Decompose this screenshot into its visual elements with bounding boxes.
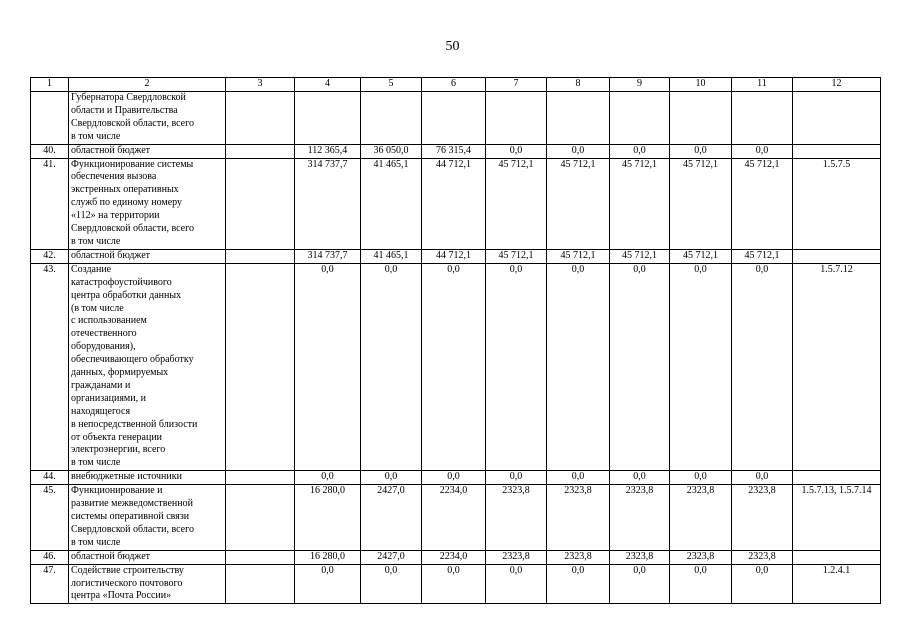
cell-col-6: 44 712,1 — [422, 249, 486, 263]
cell-col-9: 45 712,1 — [610, 158, 670, 249]
cell-col-11: 0,0 — [732, 144, 793, 158]
cell-col-8 — [547, 92, 610, 145]
table-row — [31, 550, 881, 564]
cell-col-7: 45 712,1 — [486, 158, 547, 249]
cell-col-11: 45 712,1 — [732, 158, 793, 249]
column-header-12: 12 — [793, 78, 881, 92]
row-name — [69, 550, 226, 564]
cell-col-7: 2323,8 — [486, 550, 547, 564]
header-row — [31, 78, 881, 92]
cell-col-9: 0,0 — [610, 564, 670, 604]
row-number: 42. — [31, 249, 69, 263]
cell-col-10: 2323,8 — [670, 550, 732, 564]
row-number — [31, 92, 69, 145]
cell-col-8: 2323,8 — [547, 485, 610, 551]
row-name-line: Создание — [71, 263, 112, 275]
page-number: 50 — [445, 39, 460, 54]
cell-col-6: 0,0 — [422, 263, 486, 471]
cell-col-12 — [793, 144, 881, 158]
cell-col-11 — [732, 92, 793, 145]
row-name-line: гражданами и — [71, 379, 131, 391]
cell-col-12: 1.2.4.1 — [793, 564, 881, 604]
column-header-2: 2 — [69, 78, 226, 92]
cell-col-3 — [226, 144, 295, 158]
row-name-line: центра обработки данных — [71, 289, 182, 301]
column-header-6: 6 — [422, 78, 486, 92]
cell-col-11: 2323,8 — [732, 550, 793, 564]
row-name-line: в том числе — [71, 536, 121, 548]
row-name-line: служб по единому номеру — [71, 197, 183, 209]
row-name-line: Функционирование системы — [71, 158, 194, 170]
column-header-11: 11 — [732, 78, 793, 92]
column-header-3: 3 — [226, 78, 295, 92]
row-name-line: областной бюджет — [71, 249, 151, 261]
row-name-line: обеспечивающего обработку — [71, 354, 194, 366]
cell-col-4: 314 737,7 — [295, 249, 361, 263]
cell-col-4: 16 280,0 — [295, 550, 361, 564]
cell-col-8: 45 712,1 — [547, 158, 610, 249]
column-header-5: 5 — [361, 78, 422, 92]
row-name-line: данных, формируемых — [71, 367, 169, 379]
cell-col-5: 2427,0 — [361, 550, 422, 564]
cell-col-10: 0,0 — [670, 564, 732, 604]
row-name-line: экстренных оперативных — [71, 184, 179, 196]
cell-col-3 — [226, 471, 295, 485]
row-name-line: логистического почтового — [71, 577, 183, 589]
cell-col-8: 0,0 — [547, 144, 610, 158]
row-number: 46. — [31, 550, 69, 564]
cell-col-11: 0,0 — [732, 263, 793, 471]
row-name-line: внебюджетные источники — [71, 471, 182, 483]
row-number: 41. — [31, 158, 69, 249]
row-name-line: электроэнергии, всего — [71, 444, 166, 456]
cell-col-9: 0,0 — [610, 144, 670, 158]
cell-col-7: 2323,8 — [486, 485, 547, 551]
cell-col-5: 0,0 — [361, 564, 422, 604]
row-name — [69, 263, 226, 471]
cell-col-3 — [226, 550, 295, 564]
row-name-line: системы оперативной связи — [71, 511, 190, 522]
row-name-line: областной бюджет — [71, 550, 151, 562]
cell-col-12: 1.5.7.12 — [793, 263, 881, 471]
cell-col-4: 314 737,7 — [295, 158, 361, 249]
table-row — [31, 263, 881, 471]
row-name-line: в том числе — [71, 457, 121, 469]
cell-col-6: 0,0 — [422, 471, 486, 485]
cell-col-12: 1.5.7.13, 1.5.7.14 — [793, 485, 881, 551]
cell-col-4 — [295, 92, 361, 145]
cell-col-5: 2427,0 — [361, 485, 422, 551]
table-body — [31, 92, 881, 604]
cell-col-8: 0,0 — [547, 471, 610, 485]
cell-col-10 — [670, 92, 732, 145]
row-name-line: отечественного — [71, 328, 137, 340]
cell-col-8: 45 712,1 — [547, 249, 610, 263]
table-row — [31, 144, 881, 158]
cell-col-9 — [610, 92, 670, 145]
cell-col-9: 2323,8 — [610, 485, 670, 551]
row-name — [69, 92, 226, 145]
column-header-4: 4 — [295, 78, 361, 92]
cell-col-10: 45 712,1 — [670, 249, 732, 263]
row-name-line: Свердловской области, всего — [71, 523, 194, 535]
cell-col-5: 36 050,0 — [361, 144, 422, 158]
cell-col-3 — [226, 485, 295, 551]
cell-col-10: 45 712,1 — [670, 158, 732, 249]
row-name-line: катастрофоустойчивого — [71, 276, 172, 288]
cell-col-11: 0,0 — [732, 564, 793, 604]
row-name — [69, 564, 226, 604]
row-name-line: в непосредственной близости — [71, 418, 198, 430]
cell-col-12 — [793, 550, 881, 564]
cell-col-11: 2323,8 — [732, 485, 793, 551]
cell-col-9: 0,0 — [610, 263, 670, 471]
cell-col-4: 0,0 — [295, 564, 361, 604]
row-name-line: «112» на территории — [71, 210, 160, 222]
column-header-7: 7 — [486, 78, 547, 92]
cell-col-9: 2323,8 — [610, 550, 670, 564]
cell-col-8: 0,0 — [547, 263, 610, 471]
row-number: 44. — [31, 471, 69, 485]
table-row — [31, 564, 881, 604]
row-name-line: Функционирование и — [71, 485, 163, 497]
table-row — [31, 158, 881, 249]
row-name-line: оборудования), — [71, 341, 136, 353]
cell-col-6: 2234,0 — [422, 485, 486, 551]
row-name-line: в том числе — [71, 235, 121, 247]
row-name-line: от объекта генерации — [71, 431, 163, 443]
row-name-line: областной бюджет — [71, 144, 151, 156]
cell-col-12 — [793, 249, 881, 263]
cell-col-8: 2323,8 — [547, 550, 610, 564]
cell-col-10: 2323,8 — [670, 485, 732, 551]
column-header-1: 1 — [31, 78, 69, 92]
cell-col-3 — [226, 564, 295, 604]
cell-col-12: 1.5.7.5 — [793, 158, 881, 249]
row-name-line: Губернатора Свердловской — [71, 92, 186, 103]
cell-col-6: 2234,0 — [422, 550, 486, 564]
row-name-line: находящегося — [71, 405, 131, 417]
cell-col-7 — [486, 92, 547, 145]
row-number: 47. — [31, 564, 69, 604]
cell-col-4: 112 365,4 — [295, 144, 361, 158]
cell-col-3 — [226, 249, 295, 263]
row-name — [69, 144, 226, 158]
cell-col-3 — [226, 263, 295, 471]
row-name — [69, 471, 226, 485]
cell-col-4: 16 280,0 — [295, 485, 361, 551]
cell-col-8: 0,0 — [547, 564, 610, 604]
row-name — [69, 249, 226, 263]
row-number: 40. — [31, 144, 69, 158]
cell-col-7: 45 712,1 — [486, 249, 547, 263]
column-header-8: 8 — [547, 78, 610, 92]
table-row — [31, 485, 881, 551]
cell-col-11: 45 712,1 — [732, 249, 793, 263]
cell-col-4: 0,0 — [295, 263, 361, 471]
row-name-line: Свердловской области, всего — [71, 223, 194, 235]
cell-col-6: 76 315,4 — [422, 144, 486, 158]
row-name-line: (в том числе — [71, 302, 124, 314]
row-name-line: Содействие строительству — [71, 564, 184, 576]
cell-col-3 — [226, 92, 295, 145]
cell-col-9: 45 712,1 — [610, 249, 670, 263]
row-name-line: организациями, и — [71, 392, 146, 404]
cell-col-7: 0,0 — [486, 471, 547, 485]
cell-col-6: 0,0 — [422, 564, 486, 604]
cell-col-5: 0,0 — [361, 263, 422, 471]
cell-col-4: 0,0 — [295, 471, 361, 485]
cell-col-10: 0,0 — [670, 144, 732, 158]
cell-col-10: 0,0 — [670, 263, 732, 471]
row-name-line: Свердловской области, всего — [71, 117, 194, 129]
cell-col-9: 0,0 — [610, 471, 670, 485]
row-name — [69, 158, 226, 249]
cell-col-7: 0,0 — [486, 144, 547, 158]
cell-col-12 — [793, 92, 881, 145]
cell-col-5: 41 465,1 — [361, 158, 422, 249]
row-number: 45. — [31, 485, 69, 551]
cell-col-7: 0,0 — [486, 564, 547, 604]
budget-table — [30, 77, 881, 604]
cell-col-12 — [793, 471, 881, 485]
cell-col-5 — [361, 92, 422, 145]
row-name-line: развитие межведомственной — [71, 498, 193, 510]
row-name — [69, 485, 226, 551]
column-header-9: 9 — [610, 78, 670, 92]
cell-col-6 — [422, 92, 486, 145]
cell-col-7: 0,0 — [486, 263, 547, 471]
row-name-line: с использованием — [71, 315, 147, 327]
table-row — [31, 92, 881, 145]
row-number: 43. — [31, 263, 69, 471]
cell-col-10: 0,0 — [670, 471, 732, 485]
cell-col-3 — [226, 158, 295, 249]
row-name-line: в том числе — [71, 130, 121, 142]
cell-col-11: 0,0 — [732, 471, 793, 485]
row-name-line: обеспечения вызова — [71, 171, 157, 183]
row-name-line: области и Правительства — [71, 104, 178, 116]
cell-col-6: 44 712,1 — [422, 158, 486, 249]
row-name-line: центра «Почта России» — [71, 590, 172, 602]
cell-col-5: 41 465,1 — [361, 249, 422, 263]
table-row — [31, 249, 881, 263]
cell-col-5: 0,0 — [361, 471, 422, 485]
table-row — [31, 471, 881, 485]
column-header-10: 10 — [670, 78, 732, 92]
